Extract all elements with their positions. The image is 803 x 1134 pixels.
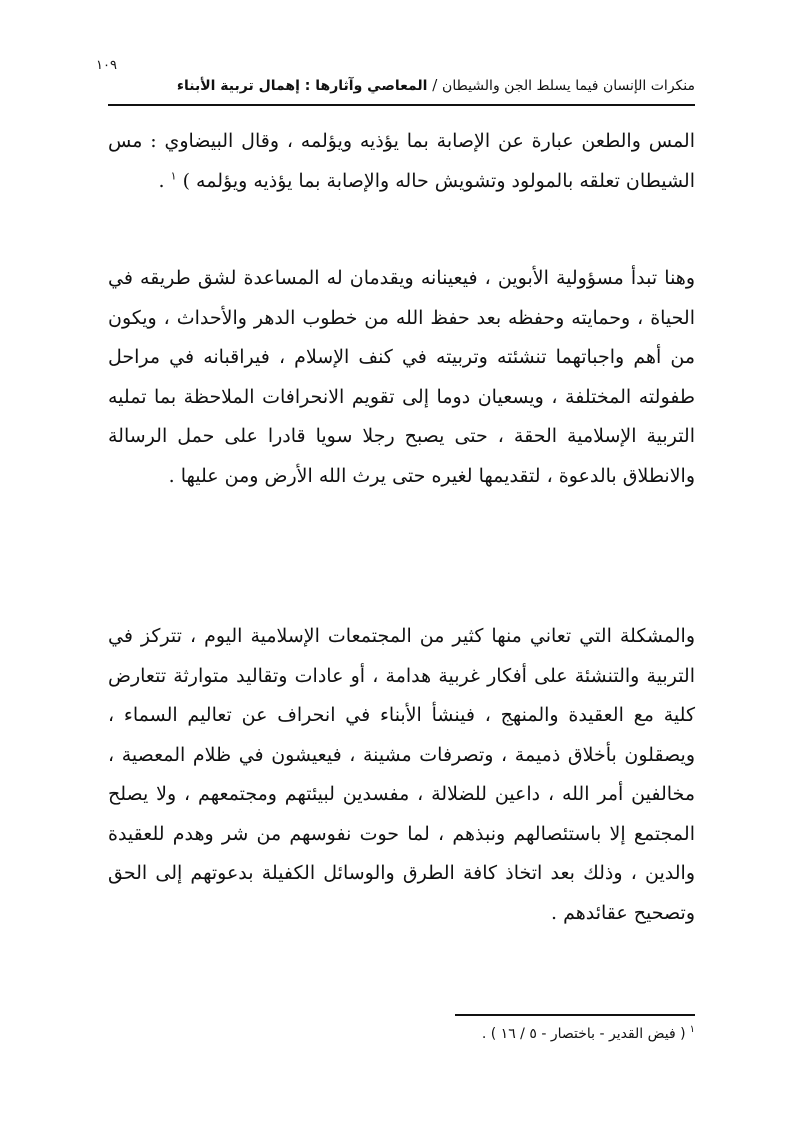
header-separator: /	[427, 76, 443, 94]
footnote-rule	[455, 1014, 695, 1016]
body-paragraph-3: والمشكلة التي تعاني منها كثير من المجتمعات الإسلامية اليوم ، تتركز في التربية والتنشئة على أفكار غربية هدامة ، أو عادات وتقاليد متوارثة تتعارض كلية مع العقيدة والمنهج ، فينشأ الأبناء في انحراف عن تعاليم السماء ، ويصقلون بأخلاق ذميمة ، وتصرفات مشينة ، فيعيشون في ظلام المعصية ، مخالفين أمر الله ، داعين للضلالة ، مفسدين لبيئتهم ومجتمعهم ، ولا يصلح المجتمع إلا باستئصالهم ونبذهم ، لما حوت نفوسهم من شر وهدم للعقيدة والدين ، وذلك بعد اتخاذ كافة الطرق والوسائل الكفيلة بدعوتهم إلى الحق وتصحيح عقائدهم .	[108, 625, 695, 924]
page-number: ١٠٩	[96, 58, 117, 73]
header-rule	[108, 104, 695, 106]
chapter-title: المعاصي وآثارها : إهمال تربية الأبناء	[176, 78, 428, 94]
paragraph-1-end: .	[158, 169, 171, 192]
paragraph-1-text: المس والطعن عبارة عن الإصابة بما يؤذيه ويؤلمه ، وقال البيضاوي : مس الشيطان تعلقه بالمولود وتشويش حاله والإصابة بما يؤذيه ويؤلمه )	[108, 130, 695, 192]
footnote-number: ١	[689, 1024, 695, 1036]
running-header	[108, 76, 695, 100]
footnote	[108, 1026, 695, 1042]
footnote-reference: ١	[170, 169, 177, 183]
body-paragraph-1	[108, 122, 695, 201]
body-paragraph-2: وهنا تبدأ مسؤولية الأبوين ، فيعينانه ويقدمان له المساعدة لشق طريقه في الحياة ، وحمايته وحفظه بعد حفظ الله من خطوب الدهر والأحداث ، ويكون من أهم واجباتهما تنشئته وتربيته في كنف الإسلام ، فيراقبانه في مراحل طفولته المختلفة ، ويسعيان دوما إلى تقويم الانحرافات الملاحظة بما تمليه التربية الإسلامية الحقة ، حتى يصبح رجلا سويا قادرا على حمل الرسالة والانطلاق بالدعوة ، لتقديمها لغيره حتى يرث الله الأرض ومن عليها .	[108, 267, 695, 487]
book-title: منكرات الإنسان فيما يسلط الجن والشيطان	[442, 78, 695, 94]
footnote-text: ( فيض القدير - باختصار - ٥ / ١٦ ) .	[481, 1026, 686, 1042]
